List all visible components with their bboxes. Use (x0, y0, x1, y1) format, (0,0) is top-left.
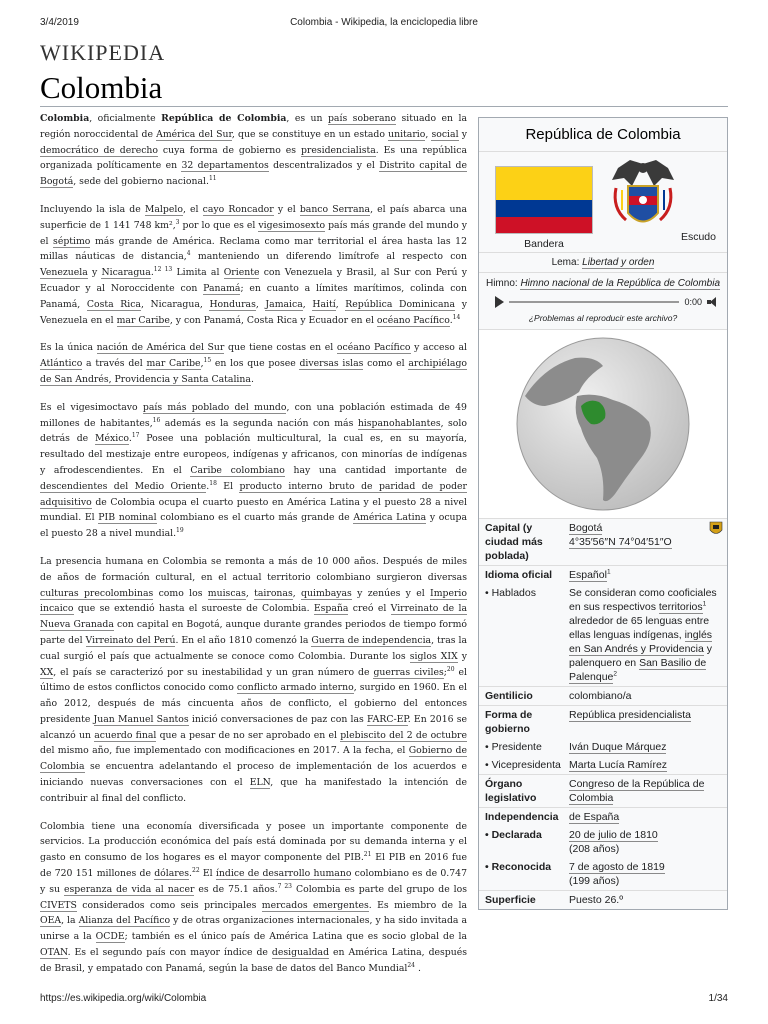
audio-player (495, 295, 717, 309)
link[interactable]: diversas islas (299, 358, 364, 370)
link[interactable]: conflicto armado interno (236, 682, 354, 694)
link[interactable]: cayo Roncador (202, 203, 274, 215)
link[interactable]: Atlántico (40, 358, 83, 370)
link[interactable]: Virreinato del Perú (85, 634, 176, 646)
link[interactable]: país más poblado del mundo (142, 401, 287, 413)
vice-key: • Vicepresidenta (485, 759, 561, 771)
flag-stripe-yellow (496, 167, 592, 200)
coat-of-arms-block (607, 158, 717, 250)
hablados-value: Se consideran como cooficiales en sus respectivos territorios$^1$ alrededor de 65 lenguas entre ellas lenguas indígenas, inglés en San Andrés y Providencia y palenquero en San Basilio de Palenque$^2$ (569, 587, 717, 683)
link[interactable]: mar Caribe (116, 314, 170, 326)
link[interactable]: PIB nominal (98, 512, 157, 524)
vice-value: Marta Lucía Ramírez (569, 759, 668, 771)
reference[interactable]: 20 (446, 665, 455, 673)
presidente-value: Iván Duque Márquez (569, 741, 667, 753)
link[interactable]: Haití (312, 298, 336, 310)
reconocida-value: 7 de agosto de 1819 (199 años) (569, 861, 665, 887)
anthem-row: Himno: Himno nacional de la República de Colombia 0:00 ¿Problemas al reproducir este archivo? (479, 272, 727, 329)
wikipedia-wordmark[interactable]: WIKIPEDIA (40, 40, 166, 65)
independencia-key: Independencia (479, 808, 565, 827)
link[interactable]: vigesimosexto (258, 219, 326, 231)
flag-caption[interactable]: Bandera (524, 238, 564, 250)
audio-time: 0:00 (684, 297, 702, 307)
link[interactable]: Caribe colombiano (190, 464, 285, 476)
reference[interactable]: 19 (176, 527, 184, 535)
flag-stripe-red (496, 217, 592, 234)
link[interactable]: acuerdo final (94, 729, 157, 741)
paragraph-geography: Incluyendo la isla de Malpelo, el cayo Roncador y el banco Serrana, el país abarca una superficie de 1 141 748 km²,$^3$ por lo que es el vigesimosexto país más grande del mundo y el séptimo más grande de América. Reclama como mar territorial el área hasta las 12 millas náuticas de distancia,$^4$ manteniendo un diferendo limítrofe al respecto con Venezuela y Nicaragua.$^{12 13}$ Limita al Oriente con Venezuela y Brasil, al Sur con Perú y Ecuador y al Noroccidente con Panamá; en cuanto a límites marítimos, colinda con Panamá, Costa Rica, Nicaragua, Honduras, Jamaica, Haití, República Dominicana y Venezuela en el mar Caribe, y con Panamá, Costa Rica y Ecuador en el océano Pacífico.$^{14}$ (40, 203, 468, 326)
capital-key: Capital (y ciudad más poblada) (479, 519, 565, 566)
reference[interactable]: 18 (209, 479, 217, 487)
link[interactable]: unitario (388, 128, 426, 140)
paragraph-economy: Colombia tiene una economía diversificada y posee un importante componente de servicios. La producción económica del país está dominada por su demanda interna y el gasto en consumo de los hogares es el mayor componente del PIB.$^{21}$ El PIB en 2016 fue de 720 151 millones de dólares.$^{22}$ El índice de desarrollo humano colombiano es de 0.747 y su esperanza de vida al nacer es de 75.1 años.$^{7 23}$ Colombia es parte del grupo de los CIVETS considerados como seis principales mercados emergentes. Es miembro de la OEA, la Alianza del Pacífico y de otras organizaciones internacionales, y ha sido invitada a unirse a la OCDE; también es el único país de América Latina que es socio global de la OTAN. Es el segundo país con mayor índice de desigualdad en América Latina, después de Brasil, y empatado con Panamá, según la base de datos del Banco Mundial$^{24}$ . (40, 820, 468, 974)
print-date: 3/4/2019 (40, 17, 79, 28)
link[interactable]: Nicaragua (101, 267, 151, 279)
gentilicio-key: Gentilicio (479, 687, 565, 706)
bogota-seal-icon[interactable] (709, 521, 723, 537)
presidente-key: • Presidente (485, 741, 542, 753)
paragraph-population: Es el vigesimoctavo país más poblado del mundo, con una población estimada de 49 millones de habitantes,$^{16}$ además es la segunda nación con más hispanohablantes, solo detrás de México.$^{17}$ Posee una población multicultural, la cual es, en su mayoría, resultado del mestizaje entre europeos, indígenas y africanos, con minorías de indígenas y afrodescendientes. En el Caribe colombiano hay una cantidad importante de descendientes del Medio Oriente.$^{18}$ El producto interno bruto de paridad de poder adquisitivo de Colombia ocupa el cuarto puesto en América Latina y el puesto 28 a nivel mundial. El PIB nominal colombiano es el cuarto más grande de América Latina y ocupa el puesto 28 a nivel mundial.$^{19}$ (40, 401, 468, 540)
link[interactable]: séptimo (53, 235, 91, 247)
link[interactable]: quimbayas (301, 587, 352, 599)
link[interactable]: Malpelo (144, 203, 183, 215)
reference[interactable]: 4 (186, 250, 191, 258)
link[interactable]: Jamaica (265, 298, 303, 310)
print-header (0, 17, 768, 31)
page-title: Colombia (40, 70, 163, 105)
link[interactable]: culturas precolombinas (40, 587, 154, 599)
coat-of-arms-image[interactable] (608, 158, 678, 238)
superficie-key: Superficie (479, 891, 565, 910)
link[interactable]: FARC-EP (367, 713, 408, 725)
reference[interactable]: 1 (606, 568, 611, 576)
link[interactable]: México (94, 433, 129, 445)
link[interactable]: océano Pacífico (376, 314, 450, 326)
link[interactable]: banco Serrana (299, 203, 371, 215)
infobox-facts (479, 518, 727, 909)
link[interactable]: Alianza del Pacífico (78, 915, 171, 927)
reference[interactable]: 22 (192, 866, 200, 874)
reference[interactable]: 24 (407, 961, 415, 969)
article-body (40, 111, 467, 989)
idioma-value: Español$^1$ (565, 566, 727, 585)
print-url: https://es.wikipedia.org/wiki/Colombia (40, 993, 207, 1004)
declarada-key: • Declarada (485, 829, 542, 841)
link[interactable]: OEA (40, 915, 62, 927)
link[interactable]: Gobierno de Colombia (40, 745, 467, 773)
link[interactable]: CIVETS (40, 899, 77, 911)
idioma-key: Idioma oficial (479, 566, 565, 585)
paragraph-intro: Colombia, oficialmente República de Colombia, es un país soberano situado en la región noroccidental de América del Sur, que se constituye en un estado unitario, social y democrático de derecho cuya forma de gobierno es presidencialista. Es una república organizada políticamente en 32 departamentos descentralizados y el Distrito capital de Bogotá, sede del gobierno nacional.$^{11}$ (40, 113, 468, 188)
link[interactable]: Venezuela (40, 267, 88, 279)
link[interactable]: guerras civiles (373, 666, 444, 678)
gobierno-value: República presidencialista (565, 706, 727, 739)
link[interactable]: hispanohablantes (357, 417, 441, 429)
link[interactable]: taironas (254, 587, 293, 599)
link[interactable]: esperanza de vida al nacer (63, 883, 195, 895)
link[interactable]: nación de América del Sur (96, 342, 225, 354)
reference[interactable]: 7 23 (277, 882, 292, 890)
paragraph-history: La presencia humana en Colombia se remonta a más de 10 000 años. Después de miles de años de formación cultural, en el actual territorio colombiano surgieron diversas culturas precolombinas como los muiscas, taironas, quimbayas y zenúes y el Imperio incaico que se extendió hasta el suroeste de Colombia. España creó el Virreinato de la Nueva Granada con capital en Bogotá, aunque durante grandes periodos de tiempo formó parte del Virreinato del Perú. En el año 1810 comenzó la Guerra de independencia, tras la cual surgió el país que actualmente se conoce como Colombia. Durante los siglos XIX y XX, el país se caracterizó por su inestabilidad y un gran número de guerras civiles;$^{20}$ el último de estos conflictos conocido como conflicto armado interno, surgido en 1960. En el año 2012, después de más cincuenta años de conflicto, el gobierno del entonces presidente Juan Manuel Santos inició conversaciones de paz con las FARC-EP. En 2016 se alcanzó un acuerdo final que a pesar de no ser aprobado en el plebiscito del 2 de octubre del mismo año, fue implementado con modificaciones en 2017. A la fecha, el Gobierno de Colombia se encuentra adelantando el proceso de implementación de los acuerdos e iniciando nuevas conversaciones con el ELN, que ha manifestado la intención de contribuir al final del conflicto. (40, 555, 468, 804)
reference[interactable]: 12 13 (153, 266, 173, 274)
link[interactable]: democrático de derecho (40, 144, 159, 156)
link[interactable]: Panamá (203, 282, 241, 294)
gobierno-key: Forma de gobierno (479, 706, 565, 739)
flag-stripe-blue (496, 200, 592, 217)
organo-value: Congreso de la República de Colombia (565, 775, 727, 808)
gentilicio-value: colombiano/a (565, 687, 727, 706)
link[interactable]: Distrito capital de Bogotá (40, 160, 467, 188)
paragraph-coasts: Es la única nación de América del Sur que tiene costas en el océano Pacífico y acceso al Atlántico a través del mar Caribe,$^{15}$ en los que posee diversas islas como el archipiélago de San Andrés, Providencia y Santa Catalina. (40, 342, 468, 385)
infobox-emblems (479, 151, 727, 252)
independencia-value: de España (565, 808, 727, 827)
play-icon[interactable] (495, 296, 504, 308)
reconocida-key: • Reconocida (485, 861, 552, 873)
link[interactable]: presidencialista (300, 144, 376, 156)
link[interactable]: República Dominicana (345, 298, 456, 310)
print-title: Colombia - Wikipedia, la enciclopedia libre (290, 17, 478, 28)
link[interactable]: siglos XIX (409, 650, 458, 662)
volume-icon[interactable] (707, 297, 717, 307)
motto-row: Lema: Libertad y orden (479, 252, 727, 272)
link[interactable]: océano Pacífico (336, 342, 411, 354)
capital-value: Bogotá 4°35′56″N 74°04′51″O (565, 519, 727, 566)
superficie-value: Puesto 26.º (565, 891, 727, 910)
infobox-title: República de Colombia (525, 126, 681, 143)
link[interactable]: archipiélago de San Andrés, Providencia y Santa Catalina (40, 358, 467, 385)
link[interactable]: índice de desarrollo humano (215, 868, 352, 880)
link[interactable]: América Latina (353, 512, 427, 524)
link[interactable]: país soberano (327, 113, 397, 124)
link[interactable]: Juan Manuel Santos (93, 713, 189, 725)
hablados-key: • Hablados (485, 587, 536, 599)
reference[interactable]: 16 (152, 416, 161, 424)
link[interactable]: Guerra de independencia (311, 634, 432, 646)
link[interactable]: OCDE (95, 931, 125, 943)
link[interactable]: Virreinato de la Nueva Granada (40, 603, 467, 631)
link[interactable]: OTAN (40, 947, 68, 959)
player-help-link[interactable]: ¿Problemas al reproducir este archivo? (528, 313, 678, 323)
link[interactable]: España (313, 603, 349, 615)
link[interactable]: producto interno bruto de paridad de poder adquisitivo (40, 480, 468, 508)
link[interactable]: XX (40, 666, 54, 678)
link[interactable]: plebiscito del 2 de octubre (340, 729, 467, 741)
reference[interactable]: 15 (203, 357, 212, 365)
location-globe (479, 329, 727, 518)
declarada-value: 20 de julio de 1810 (208 años) (569, 829, 658, 855)
link[interactable]: 32 departamentos (181, 160, 269, 172)
anthem-link[interactable]: Himno nacional de la República de Colombia (520, 278, 721, 289)
link[interactable]: Costa Rica (86, 298, 141, 310)
link[interactable]: mar Caribe (146, 358, 201, 370)
link[interactable]: Imperio incaico (40, 587, 467, 615)
reference[interactable]: 3 (175, 218, 180, 226)
audio-progress-track[interactable] (509, 301, 679, 303)
coa-caption[interactable]: Escudo (680, 231, 716, 243)
flag-image[interactable] (495, 166, 593, 234)
link[interactable]: muiscas (207, 587, 246, 599)
link[interactable]: desigualdad (271, 947, 330, 959)
link[interactable]: América del Sur (156, 128, 232, 140)
link[interactable]: social (431, 128, 459, 140)
reference[interactable]: 17 (131, 432, 140, 440)
coordinates-link[interactable]: 4°35′56″N 74°04′51″O (569, 536, 672, 548)
reference[interactable]: 11 (208, 175, 217, 183)
link[interactable]: ELN (249, 777, 271, 789)
reference[interactable]: 14 (452, 313, 461, 321)
motto-link[interactable]: Libertad y orden (582, 257, 655, 268)
link[interactable]: Oriente (223, 267, 260, 279)
link[interactable]: dólares (154, 868, 190, 880)
organo-key: Órgano legislativo (479, 775, 565, 808)
reference[interactable]: 21 (363, 851, 372, 859)
link[interactable]: Honduras (209, 298, 256, 310)
title-divider (40, 106, 728, 107)
infobox (478, 117, 728, 910)
flag-block (489, 158, 599, 250)
globe-map-image[interactable] (515, 336, 691, 512)
link[interactable]: descendientes del Medio Oriente (40, 480, 207, 492)
print-page-number: 1/34 (708, 993, 728, 1004)
print-footer (0, 993, 768, 1007)
link[interactable]: mercados emergentes (261, 899, 369, 911)
